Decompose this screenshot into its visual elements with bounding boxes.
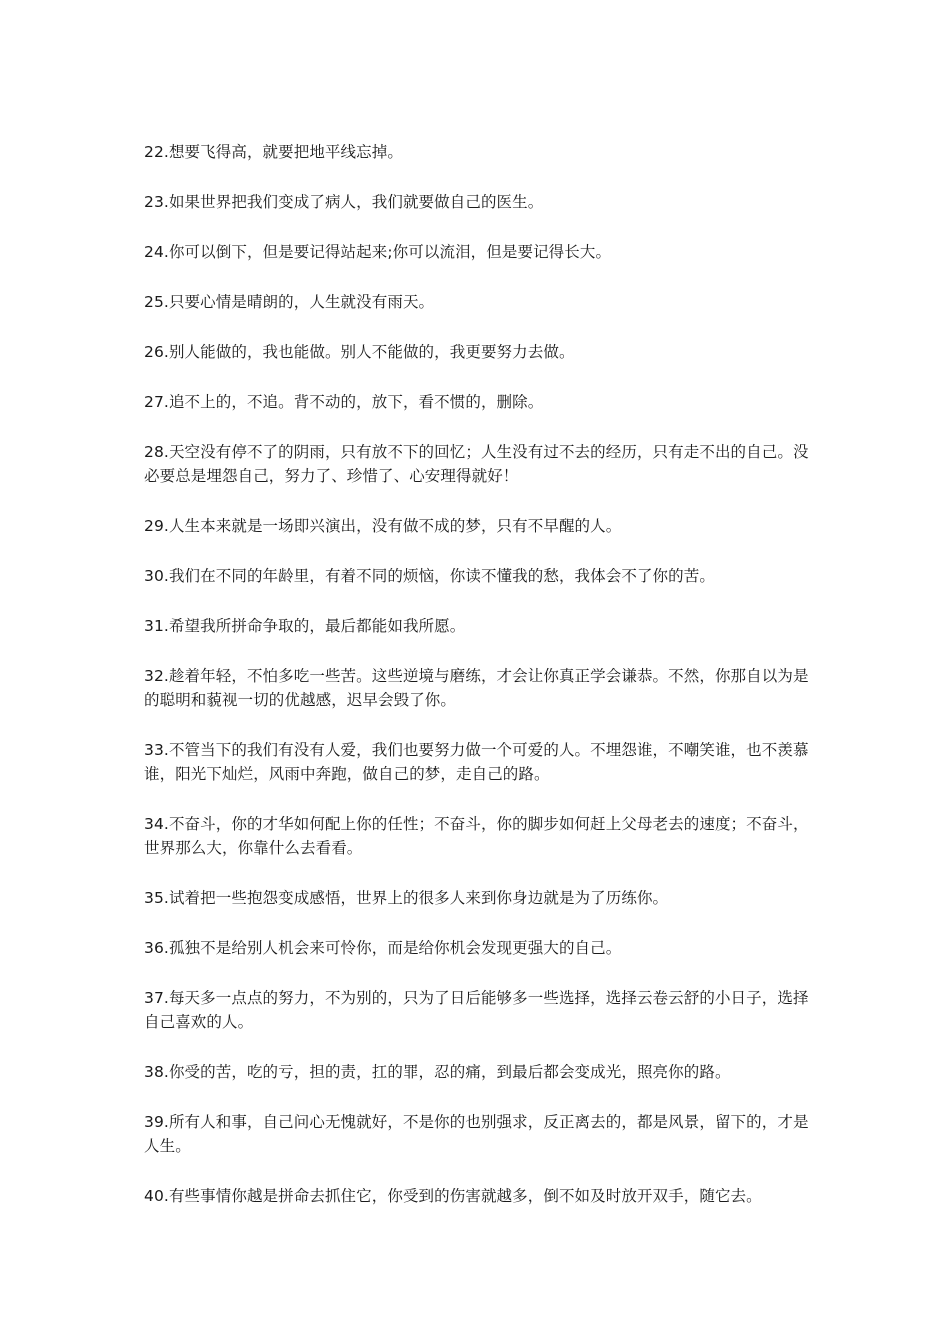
quote-paragraph: 38.你受的苦，吃的亏，担的责，扛的罪，忍的痛，到最后都会变成光，照亮你的路。	[144, 1063, 731, 1081]
quote-paragraph: 28.天空没有停不了的阴雨，只有放不下的回忆；人生没有过不去的经历，只有走不出的自己。没必要总是埋怨自己，努力了、珍惜了、心安理得就好！	[144, 443, 809, 485]
quote-paragraph: 23.如果世界把我们变成了病人，我们就要做自己的医生。	[144, 193, 544, 211]
quote-paragraph: 24.你可以倒下，但是要记得站起来;你可以流泪，但是要记得长大。	[144, 243, 612, 261]
quote-paragraph: 33.不管当下的我们有没有人爱，我们也要努力做一个可爱的人。不埋怨谁，不嘲笑谁，也不羡慕谁，阳光下灿烂，风雨中奔跑，做自己的梦，走自己的路。	[144, 741, 809, 783]
quote-paragraph: 22.想要飞得高，就要把地平线忘掉。	[144, 143, 403, 161]
quote-paragraph: 40.有些事情你越是拼命去抓住它，你受到的伤害就越多，倒不如及时放开双手，随它去。	[144, 1187, 762, 1205]
quote-paragraph: 35.试着把一些抱怨变成感悟，世界上的很多人来到你身边就是为了历练你。	[144, 889, 669, 907]
quote-paragraph: 26.别人能做的，我也能做。别人不能做的，我更要努力去做。	[144, 343, 575, 361]
quote-paragraph: 29.人生本来就是一场即兴演出，没有做不成的梦，只有不早醒的人。	[144, 517, 622, 535]
quote-paragraph: 31.希望我所拼命争取的，最后都能如我所愿。	[144, 617, 466, 635]
quote-paragraph: 37.每天多一点点的努力，不为别的，只为了日后能够多一些选择，选择云卷云舒的小日子，选择自己喜欢的人。	[144, 989, 809, 1031]
quote-paragraph: 36.孤独不是给别人机会来可怜你，而是给你机会发现更强大的自己。	[144, 939, 622, 957]
quote-paragraph: 25.只要心情是晴朗的，人生就没有雨天。	[144, 293, 435, 311]
quote-paragraph: 30.我们在不同的年龄里，有着不同的烦恼，你读不懂我的愁，我体会不了你的苦。	[144, 567, 715, 585]
quote-paragraph: 27.追不上的，不追。背不动的，放下，看不惯的，删除。	[144, 393, 544, 411]
quote-paragraph: 32.趁着年轻，不怕多吃一些苦。这些逆境与磨练，才会让你真正学会谦恭。不然，你那自以为是的聪明和藐视一切的优越感，迟早会毁了你。	[144, 667, 809, 709]
quote-list	[144, 140, 814, 1234]
quote-paragraph: 34.不奋斗，你的才华如何配上你的任性；不奋斗，你的脚步如何赶上父母老去的速度；不奋斗，世界那么大，你靠什么去看看。	[144, 815, 809, 857]
quote-paragraph: 39.所有人和事，自己问心无愧就好，不是你的也别强求，反正离去的，都是风景，留下的，才是人生。	[144, 1113, 809, 1155]
